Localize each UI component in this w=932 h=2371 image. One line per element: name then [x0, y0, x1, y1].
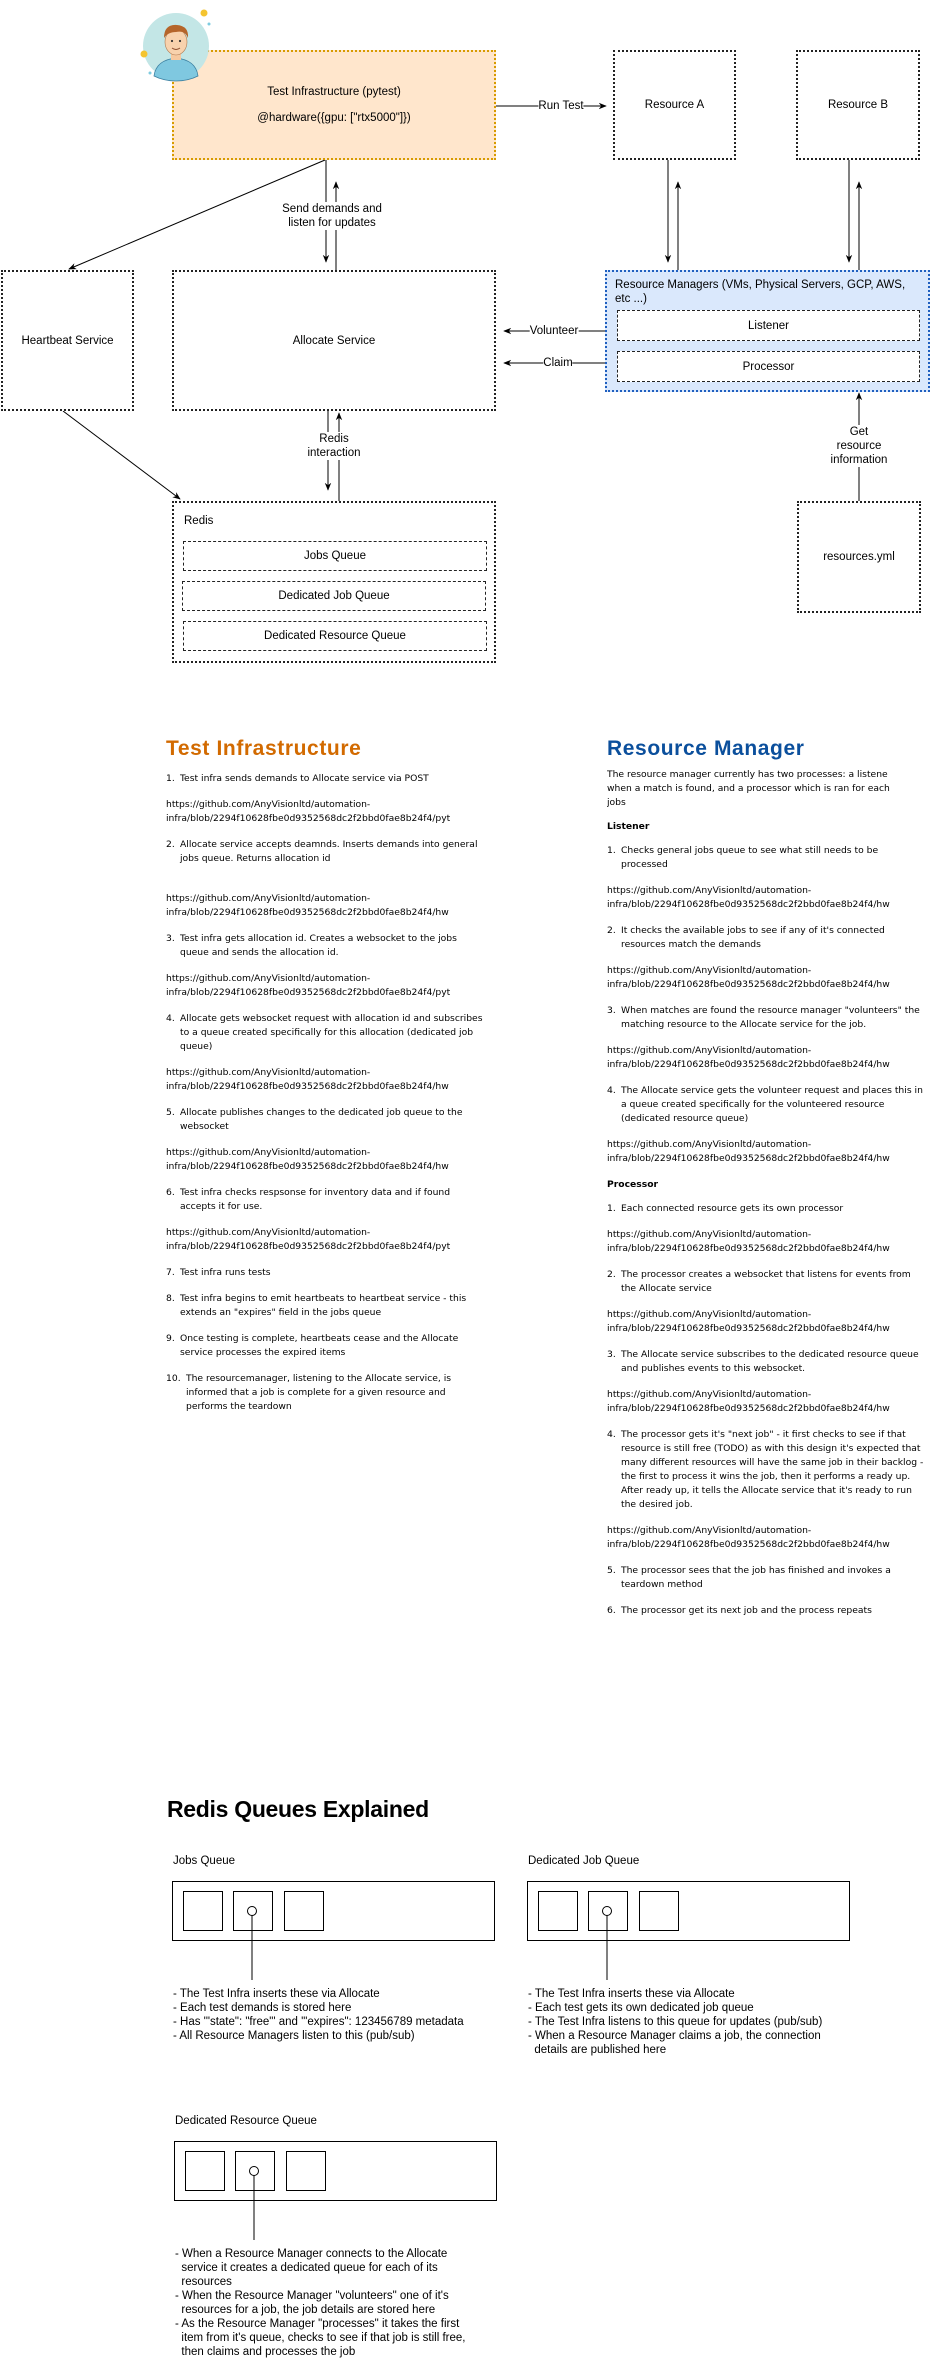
run-test-label: Run Test: [538, 100, 584, 112]
processor-steps: [607, 1202, 932, 1618]
queue-note-line: - When the Resource Manager "volunteers" one of it's: [175, 2290, 449, 2302]
step-number: 6.: [166, 1187, 175, 1198]
step-number: 1.: [607, 845, 616, 856]
step-item: [607, 1428, 932, 1512]
queue-note-line: item from it's queue, checks to see if that job is still free,: [175, 2332, 466, 2344]
step-number: 4.: [607, 1429, 616, 1440]
step-item: [166, 838, 490, 866]
step-item: [166, 932, 490, 960]
queue-notes: [173, 1987, 464, 2043]
listener-label: Listener: [748, 319, 789, 332]
step-text: Test infra begins to emit heartbeats to heartbeat service - this extends an "expires" field in the jobs queue: [180, 1293, 467, 1318]
queue-item: [185, 2151, 225, 2191]
queue-box: [174, 2141, 497, 2201]
step-item: [607, 924, 932, 952]
step-link: [166, 1226, 490, 1254]
step-number: 10.: [166, 1373, 181, 1384]
send-demands-label: Send demands and listen for updates: [280, 202, 384, 230]
intro-line: The resource manager currently has two processes: a listene: [607, 769, 888, 780]
step-number: 1.: [607, 1203, 616, 1214]
step-link-line: https://github.com/AnyVisionltd/automation-: [166, 1227, 371, 1238]
queue-label: Dedicated Job Queue: [528, 1855, 640, 1867]
step-item: [607, 1564, 932, 1592]
queue-note-line: resources for a job, the job details are stored here: [175, 2304, 436, 2316]
test-infrastructure-node: [172, 50, 496, 160]
step-link-line: https://github.com/AnyVisionltd/automation-: [166, 799, 371, 810]
queue-note-line: - As the Resource Manager "processes" it takes the first: [175, 2318, 460, 2330]
queue-item-callout: [244, 2165, 264, 2245]
step-link-line: infra/blob/2294f10628fbe0d9352568dc2f2bbd0fae8b24f4/hw: [607, 1539, 890, 1550]
step-link-line: https://github.com/AnyVisionltd/automation-: [166, 973, 371, 984]
step-text: Allocate publishes changes to the dedicated job queue to the websocket: [180, 1107, 463, 1132]
claim-label: Claim: [543, 357, 573, 369]
queue-item-callout: [242, 1905, 262, 1985]
step-text: Allocate gets websocket request with allocation id and subscribes to a queue created specifically for this allocation (dedicated job queue): [180, 1013, 483, 1052]
queue-note-line: - The Test Infra inserts these via Allocate: [173, 1988, 380, 2000]
user-avatar-icon: [140, 8, 214, 84]
queue-note-line: - The Test Infra inserts these via Allocate: [528, 1988, 735, 2000]
step-number: 2.: [166, 839, 175, 850]
resources-yml-node: [797, 501, 921, 613]
step-link: [166, 892, 490, 920]
step-link-line: infra/blob/2294f10628fbe0d9352568dc2f2bbd0fae8b24f4/hw: [607, 1059, 890, 1070]
step-link: [166, 972, 490, 1000]
queue-box: [172, 1881, 495, 1941]
queue-label: Jobs Queue: [173, 1855, 236, 1867]
step-link-line: https://github.com/AnyVisionltd/automation-: [607, 1309, 812, 1320]
dedicated-resource-queue-label: Dedicated Resource Queue: [264, 630, 406, 642]
get-resource-info-label: Get resource information: [828, 425, 890, 467]
test-infrastructure-title: Test Infrastructure (pytest): [267, 86, 401, 98]
step-link-line: infra/blob/2294f10628fbe0d9352568dc2f2bbd0fae8b24f4/hw: [607, 1323, 890, 1334]
resource-manager-intro: [607, 768, 932, 810]
intro-line: jobs: [607, 797, 626, 808]
step-number: 3.: [607, 1005, 616, 1016]
resource-managers-title: Resource Managers (VMs, Physical Servers, GCP, AWS, etc ...): [615, 279, 906, 305]
queue-notes: [175, 2247, 465, 2359]
queue-label: Dedicated Resource Queue: [175, 2115, 317, 2127]
step-number: 4.: [607, 1085, 616, 1096]
step-link: [607, 1388, 932, 1416]
step-number: 3.: [607, 1349, 616, 1360]
heartbeat-to-redis-arrow: [63, 411, 180, 499]
step-text: The processor creates a websocket that listens for events from the Allocate service: [621, 1269, 911, 1294]
step-text: The Allocate service gets the volunteer request and places this in a queue created specifically for the volunteered resource (dedicated resource queue): [621, 1085, 923, 1124]
queue-item: [538, 1891, 578, 1931]
step-text: Checks general jobs queue to see what still needs to be processed: [621, 845, 879, 870]
step-link-line: https://github.com/AnyVisionltd/automation-: [607, 965, 812, 976]
queue-note-line: service it creates a dedicated queue for each of its: [175, 2262, 438, 2274]
step-link-line: https://github.com/AnyVisionltd/automation-: [607, 1045, 812, 1056]
step-text: Test infra sends demands to Allocate service via POST: [180, 773, 429, 784]
queue-item: [183, 1891, 223, 1931]
step-link-line: https://github.com/AnyVisionltd/automation-: [166, 1067, 371, 1078]
step-number: 7.: [166, 1267, 175, 1278]
dedicated-job-queue-node: [182, 581, 486, 611]
step-item: [166, 1106, 490, 1134]
resource-manager-section: [607, 736, 932, 1676]
step-text: Allocate service accepts deamnds. Inserts demands into general jobs queue. Returns allocation id: [180, 839, 478, 864]
queue-note-line: then claims and processes the job: [175, 2346, 356, 2358]
jobs-queue-label: Jobs Queue: [303, 550, 366, 562]
queue-note-line: resources: [175, 2276, 232, 2288]
heartbeat-service-label: Heartbeat Service: [21, 334, 114, 347]
step-link-line: https://github.com/AnyVisionltd/automation-: [607, 1229, 812, 1240]
queue-box: [527, 1881, 850, 1941]
resource-manager-heading: Resource Manager: [607, 737, 805, 760]
queue-notes: [528, 1987, 822, 2057]
processor-subheading: Processor: [607, 1179, 659, 1190]
heartbeat-service-node: [1, 270, 134, 411]
step-link: [607, 1308, 932, 1336]
resource-b-label: Resource B: [827, 99, 889, 111]
step-text: Once testing is complete, heartbeats cease and the Allocate service processes the expired items: [180, 1333, 459, 1358]
queue-item-callout: [597, 1905, 617, 1985]
step-link-line: infra/blob/2294f10628fbe0d9352568dc2f2bbd0fae8b24f4/hw: [607, 899, 890, 910]
step-number: 6.: [607, 1605, 616, 1616]
step-item: [166, 1332, 490, 1360]
step-link-line: infra/blob/2294f10628fbe0d9352568dc2f2bbd0fae8b24f4/hw: [607, 1243, 890, 1254]
queue-note-line: - When a Resource Manager connects to the Allocate: [175, 2248, 448, 2260]
test-infrastructure-section: [166, 736, 490, 1436]
allocate-service-node: [172, 270, 496, 411]
redis-interaction-label: Redis interaction: [304, 432, 364, 460]
step-item: [166, 772, 490, 786]
queue-note-line: - Has '"state": "free"' and '"expires": 123456789 metadata: [173, 2016, 464, 2028]
step-number: 2.: [607, 1269, 616, 1280]
step-link-line: https://github.com/AnyVisionltd/automation-: [166, 893, 371, 904]
step-number: 5.: [607, 1565, 616, 1576]
step-link-line: https://github.com/AnyVisionltd/automation-: [607, 1525, 812, 1536]
step-item: [166, 1266, 490, 1280]
step-link-line: https://github.com/AnyVisionltd/automation-: [607, 885, 812, 896]
queue-item: [284, 1891, 324, 1931]
step-text: The processor gets it's "next job" - it first checks to see if that resource is still free (TODO) as with this design it's expected that many different resources will have the same job in their backlog - the first to process it wins the job, then it performs a ready up. After ready up, it tells the Allocate service that it's ready to run the desired job.: [621, 1429, 924, 1510]
step-link-line: infra/blob/2294f10628fbe0d9352568dc2f2bbd0fae8b24f4/hw: [166, 1161, 449, 1172]
queue-note-line: - Each test gets its own dedicated job queue: [528, 2002, 754, 2014]
step-number: 2.: [607, 925, 616, 936]
step-text: It checks the available jobs to see if any of it's connected resources match the demands: [621, 925, 885, 950]
listener-node: [617, 310, 920, 341]
resource-managers-node: [605, 270, 930, 392]
step-text: When matches are found the resource manager "volunteers" the matching resource to the Allocate service for the job.: [621, 1005, 920, 1030]
step-text: Test infra checks respsonse for inventory data and if found accepts it for use.: [180, 1187, 451, 1212]
step-item: [607, 844, 932, 872]
step-link: [607, 1228, 932, 1256]
step-link: [607, 1044, 932, 1072]
intro-line: when a match is found, and a processor which is ran for each: [607, 783, 890, 794]
step-item: [607, 1268, 932, 1296]
dedicated-job-queue-label: Dedicated Job Queue: [278, 590, 390, 602]
step-link: [607, 1138, 932, 1166]
listener-steps: [607, 844, 932, 1166]
step-link-line: infra/blob/2294f10628fbe0d9352568dc2f2bbd0fae8b24f4/hw: [166, 907, 449, 918]
step-number: 8.: [166, 1293, 175, 1304]
step-text: Each connected resource gets its own processor: [621, 1203, 844, 1214]
resource-a-node: [613, 50, 736, 160]
processor-label: Processor: [742, 360, 795, 373]
dedicated-resource-queue-node: [183, 621, 487, 651]
step-number: 4.: [166, 1013, 175, 1024]
step-link-line: infra/blob/2294f10628fbe0d9352568dc2f2bbd0fae8b24f4/hw: [607, 1153, 890, 1164]
step-item: [166, 1012, 490, 1054]
queue-note-line: - Each test demands is stored here: [173, 2002, 352, 2014]
step-item: [607, 1202, 932, 1216]
jobs-queue-node: [183, 541, 487, 571]
step-link: [607, 964, 932, 992]
step-link-line: infra/blob/2294f10628fbe0d9352568dc2f2bbd0fae8b24f4/hw: [166, 1081, 449, 1092]
step-item: [607, 1004, 932, 1032]
step-link-line: https://github.com/AnyVisionltd/automation-: [607, 1139, 812, 1150]
queue-item: [286, 2151, 326, 2191]
step-number: 9.: [166, 1333, 175, 1344]
step-text: Test infra gets allocation id. Creates a websocket to the jobs queue and sends the allocation id.: [180, 933, 457, 958]
step-text: The resourcemanager, listening to the Allocate service, is informed that a job is complete for a given resource and performs the teardown: [186, 1373, 452, 1412]
redis-node: [172, 501, 496, 663]
step-item: [166, 1186, 490, 1214]
step-text: Test infra runs tests: [180, 1267, 271, 1278]
step-item: [607, 1348, 932, 1376]
step-text: The processor get its next job and the process repeats: [621, 1605, 872, 1616]
step-link-line: infra/blob/2294f10628fbe0d9352568dc2f2bbd0fae8b24f4/pyt: [166, 813, 451, 824]
step-text: The processor sees that the job has finished and invokes a teardown method: [621, 1565, 891, 1590]
step-link: [607, 884, 932, 912]
resource-b-node: [796, 50, 920, 160]
redis-title: Redis: [184, 515, 214, 527]
step-number: 3.: [166, 933, 175, 944]
resource-a-label: Resource A: [644, 99, 705, 111]
step-number: 1.: [166, 773, 175, 784]
step-link-line: infra/blob/2294f10628fbe0d9352568dc2f2bbd0fae8b24f4/pyt: [166, 1241, 451, 1252]
step-link-line: infra/blob/2294f10628fbe0d9352568dc2f2bbd0fae8b24f4/hw: [607, 1403, 890, 1414]
queue-item: [639, 1891, 679, 1931]
step-link-line: infra/blob/2294f10628fbe0d9352568dc2f2bbd0fae8b24f4/hw: [607, 979, 890, 990]
queue-note-line: - When a Resource Manager claims a job, the connection: [528, 2030, 821, 2042]
step-item: [166, 1292, 490, 1320]
step-link: [607, 1524, 932, 1552]
step-item: [607, 1084, 932, 1126]
step-link-line: infra/blob/2294f10628fbe0d9352568dc2f2bbd0fae8b24f4/pyt: [166, 987, 451, 998]
step-link: [166, 1066, 490, 1094]
step-item: [607, 1604, 932, 1618]
processor-node: [617, 351, 920, 382]
step-number: 5.: [166, 1107, 175, 1118]
step-item: [166, 1372, 490, 1414]
resources-yml-label: resources.yml: [823, 551, 895, 563]
queue-note-line: - All Resource Managers listen to this (pub/sub): [173, 2030, 415, 2042]
step-text: The Allocate service subscribes to the dedicated resource queue and publishes events to this websocket.: [621, 1349, 919, 1374]
step-link-line: https://github.com/AnyVisionltd/automation-: [607, 1389, 812, 1400]
redis-queues-heading: Redis Queues Explained: [167, 1796, 429, 1822]
step-link-line: https://github.com/AnyVisionltd/automation-: [166, 1147, 371, 1158]
queue-note-line: - The Test Infra listens to this queue for updates (pub/sub): [528, 2016, 823, 2028]
test-infrastructure-heading: Test Infrastructure: [166, 737, 362, 760]
listener-subheading: Listener: [607, 821, 650, 832]
hardware-decorator: @hardware({gpu: ["rtx5000"]}): [257, 112, 411, 124]
allocate-service-label: Allocate Service: [292, 334, 376, 347]
step-link: [166, 798, 490, 826]
queue-note-line: details are published here: [528, 2044, 667, 2056]
test-infrastructure-steps: [166, 772, 490, 1414]
step-link: [166, 1146, 490, 1174]
volunteer-label: Volunteer: [529, 325, 579, 337]
